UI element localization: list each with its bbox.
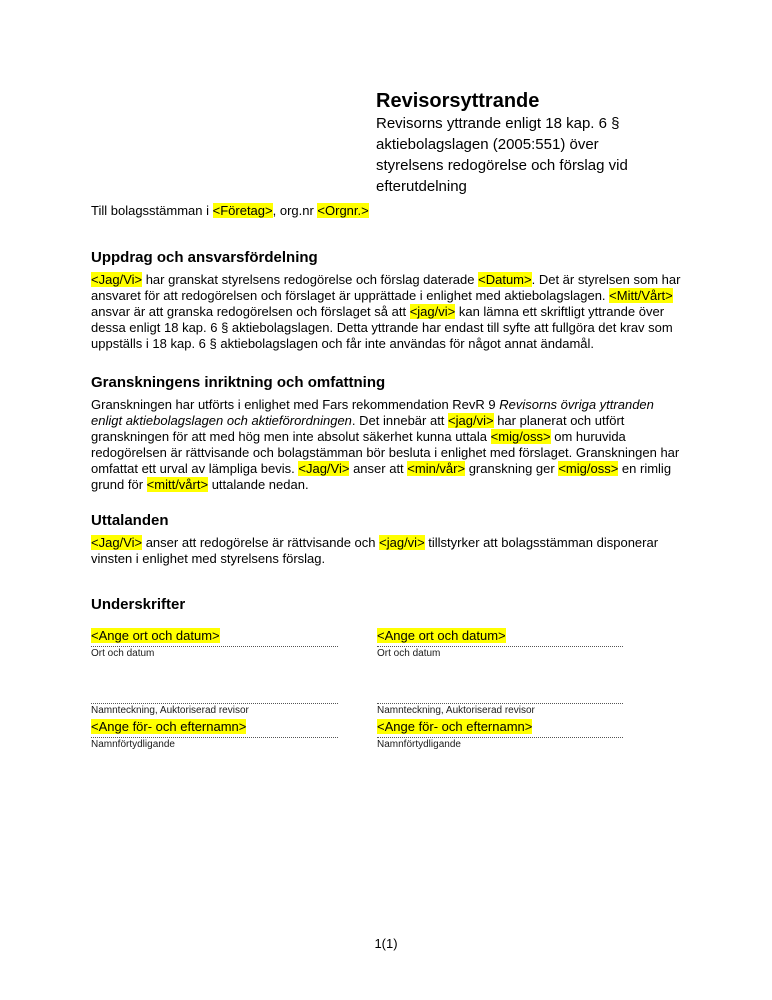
place-date-field[interactable]: <Ange ort och datum>: [377, 628, 506, 643]
section-underskrifter: [91, 596, 686, 613]
placeholder-field[interactable]: <mig/oss>: [490, 429, 551, 444]
text-run: Revisorns övriga yttranden enligt aktiebolagslagen och aktieförordningen: [91, 397, 654, 428]
signature-column-left: [91, 628, 338, 750]
text-run: har planerat och utfört granskningen för att med hög men inte absolut säkerhet kunna uttala: [91, 413, 625, 444]
placeholder-field[interactable]: <jag/vi>: [448, 413, 494, 428]
document-subtitle: Revisorns yttrande enligt 18 kap. 6 § aktiebolagslagen (2005:551) över styrelsens redogörelse och förslag vid efterutdelning: [376, 115, 628, 195]
text-run: en rimlig grund för: [91, 461, 672, 492]
placeholder-field[interactable]: <Mitt/Vårt>: [609, 288, 673, 303]
document-header: [376, 90, 656, 197]
section-paragraph: [91, 535, 686, 567]
signature-column-right: [377, 628, 623, 750]
section-heading: Uppdrag och ansvarsfördelning: [91, 249, 318, 266]
section-uppdrag-och-ansvarsfordelning: [91, 249, 686, 352]
place-date-line: [377, 628, 623, 647]
placeholder-field[interactable]: <jag/vi>: [409, 304, 456, 319]
place-date-label: Ort och datum: [377, 648, 441, 659]
text-run: om huruvida redogörelsen är rättvisande och bolagstämman bör besluta i enlighet med förslaget. Granskningen har omfattat ett urval av lämpliga bevis.: [91, 429, 680, 476]
placeholder-field[interactable]: <min/vår>: [407, 461, 466, 476]
text-run: anser att: [349, 461, 408, 476]
name-label: Namnförtydligande: [377, 739, 461, 750]
section-heading: Uttalanden: [91, 512, 169, 529]
text-run: granskning ger: [465, 461, 559, 476]
placeholder-field[interactable]: <mitt/vårt>: [146, 477, 209, 492]
text-run: kan lämna ett skriftligt yttrande över dessa enligt 18 kap. 6 § aktiebolagslagen. Detta yttrande har endast till syfte att fullgöra det krav som uppställs i 18 kap. 6 § aktiebolagslagen och får inte användas för något annat ändamål.: [91, 304, 673, 351]
name-field[interactable]: <Ange för- och efternamn>: [377, 719, 533, 734]
text-run: ansvar är att granska redogörelsen och förslaget så att: [91, 304, 410, 319]
signature-label: Namnteckning, Auktoriserad revisor: [91, 705, 249, 716]
text-run: . Det är styrelsen som har ansvaret för att redogörelsen och förslaget är upprättade i enlighet med aktiebolagslagen.: [91, 272, 681, 303]
page-number: 1(1): [374, 936, 398, 951]
text-run: anser att redogörelse är rättvisande och: [142, 535, 380, 550]
section-heading: Granskningens inriktning och omfattning: [91, 374, 386, 391]
document-title: Revisorsyttrande: [376, 90, 540, 112]
section-paragraph: [91, 272, 686, 352]
text-run: uttalande nedan.: [208, 477, 309, 492]
place-date-label: Ort och datum: [91, 648, 155, 659]
section-uttalanden: [91, 512, 686, 567]
signature-area: [91, 628, 623, 750]
signature-line: [91, 703, 338, 704]
place-date-field[interactable]: <Ange ort och datum>: [91, 628, 220, 643]
placeholder-field[interactable]: <Jag/Vi>: [91, 272, 143, 287]
placeholder-field[interactable]: <Datum>: [478, 272, 532, 287]
name-label: Namnförtydligande: [91, 739, 175, 750]
text-run: Till bolagsstämman i: [91, 203, 213, 218]
placeholder-field[interactable]: <Företag>: [212, 203, 273, 218]
placeholder-field[interactable]: <mig/oss>: [558, 461, 619, 476]
salutation-line: [91, 203, 686, 219]
section-heading: Underskrifter: [91, 596, 186, 613]
placeholder-field[interactable]: <jag/vi>: [379, 535, 425, 550]
placeholder-field[interactable]: <Jag/Vi>: [298, 461, 350, 476]
name-line: [91, 719, 338, 738]
text-run: , org.nr: [272, 203, 318, 218]
place-date-line: [91, 628, 338, 647]
text-run: har granskat styrelsens redogörelse och förslag daterade: [142, 272, 479, 287]
signature-line: [377, 703, 623, 704]
section-paragraph: [91, 397, 686, 493]
name-field[interactable]: <Ange för- och efternamn>: [91, 719, 247, 734]
text-run: Granskningen har utförts i enlighet med Fars rekommendation RevR 9: [91, 397, 500, 412]
signature-blank-space: [377, 659, 623, 703]
text-run: tillstyrker att bolagsstämman disponerar vinsten i enlighet med styrelsens förslag.: [91, 535, 659, 566]
placeholder-field[interactable]: <Jag/Vi>: [91, 535, 143, 550]
signature-label: Namnteckning, Auktoriserad revisor: [377, 705, 535, 716]
placeholder-field[interactable]: <Orgnr.>: [317, 203, 369, 218]
text-run: . Det innebär att: [351, 413, 449, 428]
section-granskningens-inriktning: [91, 374, 686, 493]
signature-blank-space: [91, 659, 338, 703]
name-line: [377, 719, 623, 738]
